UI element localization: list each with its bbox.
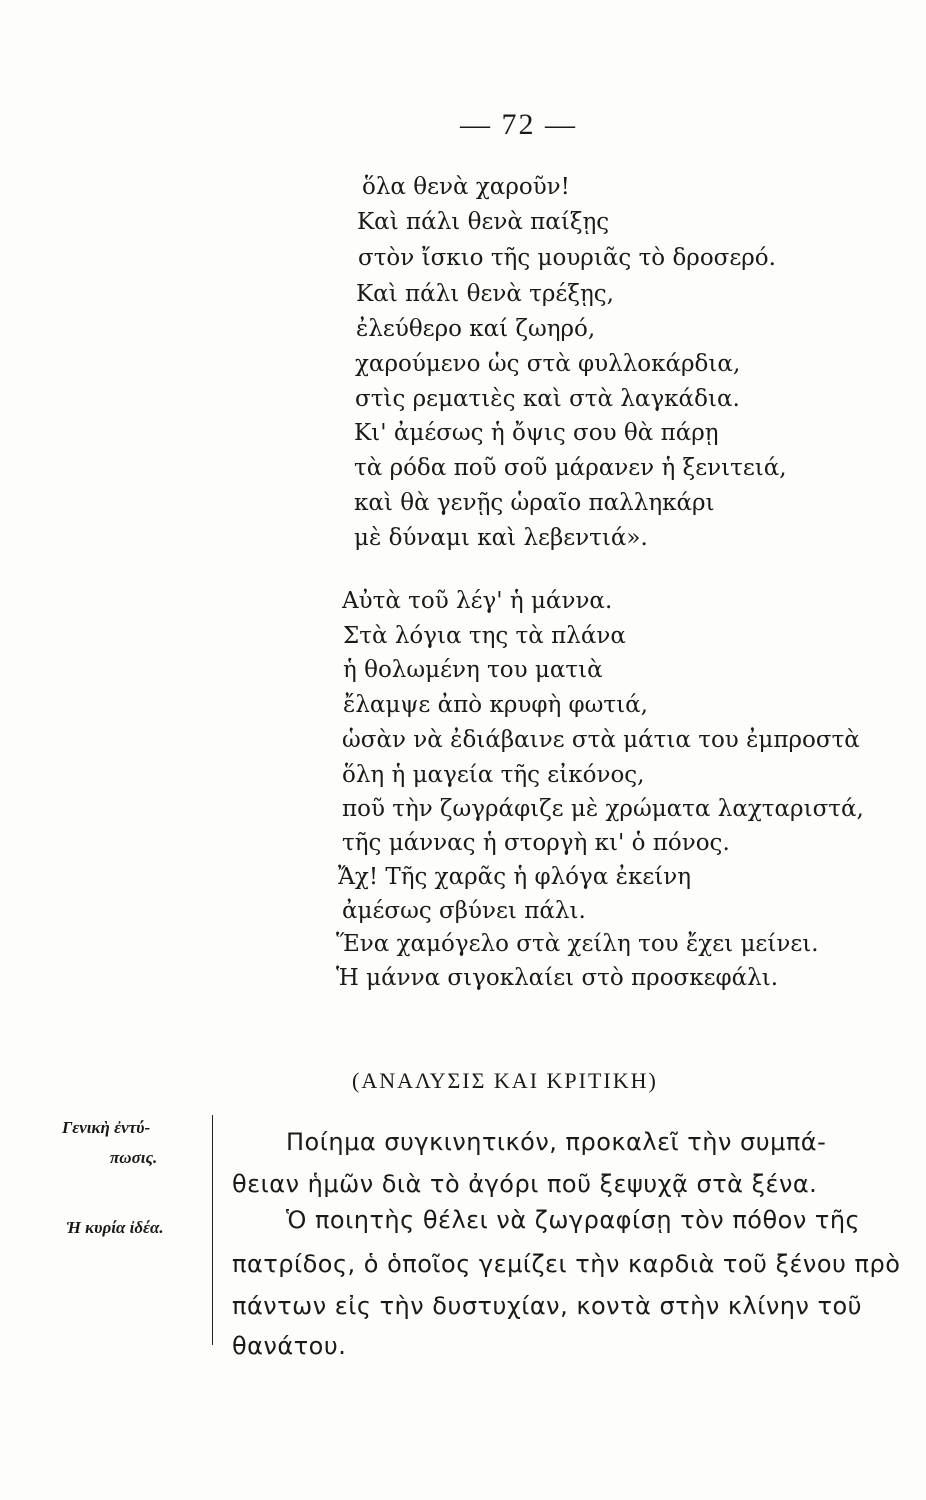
analysis-line: θειαν ἡμῶν διὰ τὸ ἀγόρι ποῦ ξεψυχᾷ στὰ ξένα. [232, 1170, 818, 1198]
analysis-line: πάντων εἰς τὴν δυστυχίαν, κοντὰ στὴν κλίνην τοῦ [232, 1292, 863, 1320]
poem-line: μὲ δύναμι καὶ λεβεντιά». [354, 525, 648, 551]
poem-line: τῆς μάννας ἡ στοργὴ κι' ὁ πόνος. [342, 830, 730, 856]
poem-line: Ἄχ! Τῆς χαρᾶς ἡ φλόγα ἐκείνη [338, 864, 692, 890]
poem-line: ἡ θολωμένη του ματιὰ [343, 657, 603, 683]
poem-line: Καὶ πάλι θενὰ τρέξῃς, [356, 281, 614, 307]
analysis-line: θανάτου. [232, 1332, 347, 1360]
sidenote-main-idea: Ἡ κυρία ἰδέα. [66, 1218, 164, 1237]
analysis-line: πατρίδος, ὁ ὁποῖος γεμίζει τὴν καρδιὰ τοῦ ξένου πρὸ [232, 1250, 901, 1278]
poem-line: ἔλαμψε ἀπὸ κρυφὴ φωτιά, [343, 692, 648, 718]
poem-line: Κι' ἀμέσως ἡ ὄψις σου θὰ πάρῃ [354, 420, 719, 446]
margin-divider [212, 1115, 213, 1345]
poem-line: Καὶ πάλι θενὰ παίξῃς [357, 209, 610, 235]
poem-line: ὅλα θενὰ χαροῦν! [362, 174, 570, 200]
sidenote-general-impression: Γενικὴ ἐντύ- [62, 1118, 151, 1137]
poem-line: ἀμέσως σβύνει πάλι. [342, 898, 586, 924]
poem-line: στὶς ρεματιὲς καὶ στὰ λαγκάδια. [355, 386, 740, 412]
poem-line: ὅλη ἡ μαγεία τῆς εἰκόνος, [342, 762, 645, 788]
poem-line: στὸν ἴσκιο τῆς μουριᾶς τὸ δροσερό. [358, 245, 776, 271]
analysis-line: Ποίημα συγκινητικόν, προκαλεῖ τὴν συμπά- [286, 1128, 827, 1156]
poem-line: τὰ ρόδα ποῦ σοῦ μάρανεν ἡ ξενιτειά, [354, 455, 787, 481]
poem-line: χαρούμενο ὡς στὰ φυλλοκάρδια, [355, 351, 741, 377]
page-number: — 72 — [460, 108, 577, 141]
poem-line: καὶ θὰ γενῇς ὡραῖο παλληκάρι [354, 490, 715, 516]
analysis-line: Ὁ ποιητὴς θέλει νὰ ζωγραφίσῃ τὸν πόθον τῆς [286, 1206, 861, 1234]
poem-line: Αὐτὰ τοῦ λέγ' ἡ μάννα. [342, 588, 613, 614]
poem-line: ὡσὰν νὰ ἐδιάβαινε στὰ μάτια του ἐμπροστὰ [342, 727, 860, 753]
poem-line: ἐλεύθερο καί ζωηρό, [356, 316, 596, 342]
poem-line: Στὰ λόγια της τὰ πλάνα [343, 623, 626, 649]
poem-line: Ἡ μάννα σιγοκλαίει στὸ προσκεφάλι. [336, 965, 779, 991]
sidenote-general-impression-cont: πωσις. [110, 1148, 158, 1167]
section-heading: (ΑΝΑΛΥΣΙΣ ΚΑΙ ΚΡΙΤΙΚΗ) [352, 1068, 658, 1093]
poem-line: Ἕνα χαμόγελο στὰ χείλη του ἔχει μείνει. [336, 931, 819, 957]
poem-line: ποῦ τὴν ζωγράφιζε μὲ χρώματα λαχταριστά, [342, 796, 864, 822]
